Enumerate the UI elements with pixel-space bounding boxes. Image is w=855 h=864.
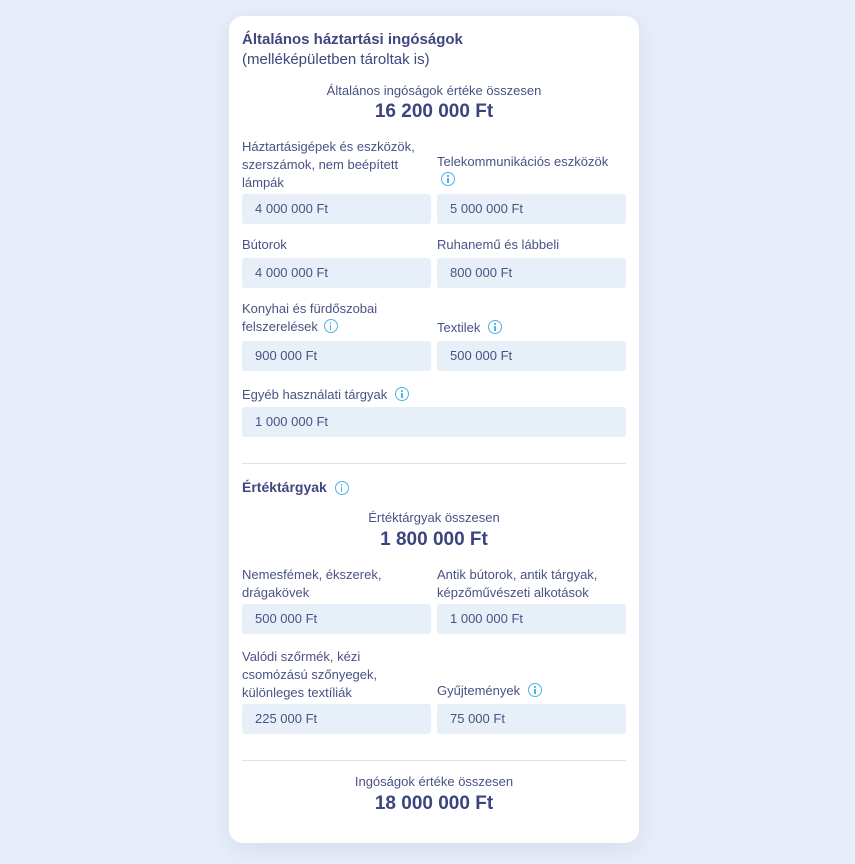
general-total-value: 16 200 000 Ft <box>374 101 494 122</box>
textiles-input[interactable] <box>437 341 626 371</box>
telecom-input[interactable] <box>437 194 626 224</box>
grand-total-value: 18 000 000 Ft <box>374 793 494 814</box>
general-section-subtitle: (melléképületben tároltak is) <box>242 51 430 68</box>
info-circle-icon[interactable] <box>441 172 455 186</box>
valuables-total-label: Értéktárgyak összesen <box>368 510 500 525</box>
general-total-label: Általános ingóságok értéke összesen <box>326 83 542 98</box>
furs-label: Valódi szőrmék, kézi csomózású szőnyegek, különleges textíliák <box>242 649 378 700</box>
household-appliances-input[interactable] <box>242 194 431 224</box>
textiles-label: Textilek <box>437 319 622 337</box>
antiques-input[interactable] <box>437 604 626 634</box>
precious-metals-input[interactable] <box>242 604 431 634</box>
info-circle-icon[interactable] <box>528 683 542 697</box>
household-appliances-label: Háztartásigépek és eszközök, szerszámok, nem beépített lámpák <box>242 139 415 190</box>
telecom-label: Telekommunikációs eszközök <box>437 153 622 189</box>
precious-metals-label: Nemesfémek, ékszerek, drágakövek <box>242 567 382 600</box>
furniture-label: Bútorok <box>242 237 287 252</box>
contents-insurance-card <box>229 16 639 843</box>
furs-input[interactable] <box>242 704 431 734</box>
kitchen-label: Konyhai és fürdőszobai felszerelések <box>242 301 378 334</box>
grand-total-label: Ingóságok értéke összesen <box>354 774 514 789</box>
valuables-total-value: 1 800 000 Ft <box>380 529 488 550</box>
collections-label: Gyűjtemények <box>437 682 622 700</box>
info-circle-icon[interactable] <box>324 319 338 333</box>
section-divider <box>242 760 626 761</box>
antiques-label: Antik bútorok, antik tárgyak, képzőművészeti alkotások <box>437 567 598 600</box>
clothing-label: Ruhanemű és lábbeli <box>437 237 560 252</box>
furniture-input[interactable] <box>242 258 431 288</box>
info-circle-icon[interactable] <box>335 481 349 495</box>
kitchen-input[interactable] <box>242 341 431 371</box>
section-divider <box>242 463 626 464</box>
info-circle-icon[interactable] <box>488 320 502 334</box>
other-items-input[interactable] <box>242 407 626 437</box>
valuables-section-title: Értéktárgyak <box>242 479 349 495</box>
clothing-input[interactable] <box>437 258 626 288</box>
collections-input[interactable] <box>437 704 626 734</box>
general-section-title: Általános háztartási ingóságok <box>242 31 463 48</box>
other-items-label: Egyéb használati tárgyak <box>242 386 542 404</box>
info-circle-icon[interactable] <box>395 387 409 401</box>
